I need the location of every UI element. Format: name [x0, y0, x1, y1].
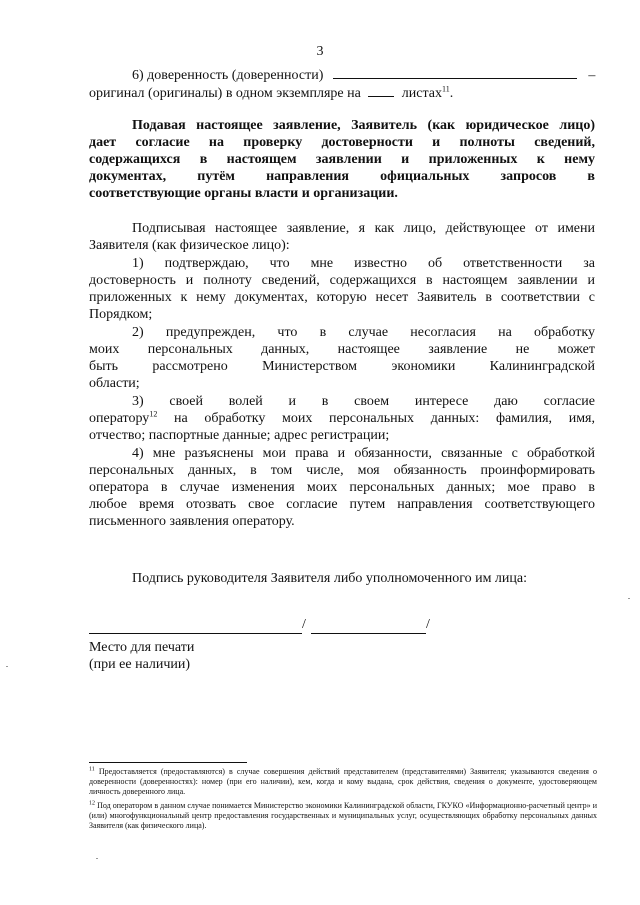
footnote-separator: [89, 762, 247, 763]
scan-speck: [96, 858, 98, 859]
point3-line-3: отчество; паспортные данные; адрес регистрации;: [89, 428, 390, 443]
point1-line-2: достоверность и полноту сведений, содержащихся в настоящем заявлении и: [89, 273, 595, 288]
point3-line-1: 3) своей волей и в своем интересе даю согласие: [132, 394, 595, 409]
consent-line-4: документах, путём направления официальных запросов в: [89, 169, 595, 184]
point4-line-4: любое время отозвать свое согласие путем направления соответствующего: [89, 497, 595, 512]
point1-line-4: Порядком;: [89, 307, 153, 322]
point2-line-3: быть рассмотрено Министерством экономики Калининградской: [89, 359, 595, 374]
stamp-place-note: (при ее наличии): [89, 657, 191, 672]
consent-line-2: дает согласие на проверку достоверности и полноты сведений,: [89, 135, 595, 150]
point3-operator: оператору: [89, 411, 150, 426]
sheets-count-blank: [368, 84, 394, 97]
signature-slash-1: /: [302, 617, 306, 632]
footnote-11-mark: 11: [89, 766, 95, 773]
point3-line-2-rest: на обработку моих персональных данных: фамилия, имя,: [157, 411, 595, 426]
point2-line-2: моих персональных данных, настоящее заявление не может: [89, 342, 595, 357]
point1-line-3: приложенных к нему документах, которую несет Заявитель в соответствии с: [89, 290, 595, 305]
item6-blank-line: [333, 66, 577, 79]
signing-intro-line-2: Заявителя (как физическое лицо):: [89, 238, 290, 253]
stamp-place-label: Место для печати: [89, 640, 195, 655]
footnote-12: [89, 801, 597, 831]
footnote-11-text: Предоставляется (предоставляются) в случае совершения действий представителем (представителями) Заявителя; указываются сведения о доверенности (доверенностях): номер (при его наличии), кем, когда и кому выдана, срок действия, сведения о документе, удостоверяющем личность доверенного лица.: [89, 767, 598, 796]
consent-line-3: содержащихся в настоящем заявлении и приложенных к нему: [89, 152, 595, 167]
item6-line2: [89, 84, 453, 102]
point4-line-2: персональных данных, в том числе, моя обязанность проинформировать: [89, 463, 595, 478]
point4-line-3: оператора в случае изменения моих персональных данных; мое право в: [89, 480, 595, 495]
point2-line-4: области;: [89, 376, 140, 391]
page-number: 3: [316, 44, 324, 59]
consent-line-5: соответствующие органы власти и организации.: [89, 186, 398, 201]
point3-line-2: [89, 411, 595, 427]
signature-caption: Подпись руководителя Заявителя либо уполномоченного им лица:: [132, 571, 528, 586]
point4-line-5: письменного заявления оператору.: [89, 514, 295, 529]
scan-speck: [628, 598, 630, 599]
footnote-12-text: Под оператором в данном случае понимается Министерство экономики Калининградской области, ГКУКО «Информационно-расчетный центр» и (или) многофункциональный центр предоставления государственных и муниципальных услуг, осуществляющих обработку персональных данных Заявителя (как физического лица).: [89, 801, 598, 830]
consent-line-1: Подавая настоящее заявление, Заявитель (как юридическое лицо): [132, 118, 595, 133]
footnote-ref-12: 12: [149, 409, 158, 419]
item6-prefix: 6) доверенность (доверенности): [132, 68, 324, 83]
item6-line1: [132, 66, 595, 84]
item6-sheets-text: листах: [401, 86, 442, 101]
scan-speck: [6, 666, 8, 667]
name-line: [311, 633, 426, 634]
point2-line-1: 2) предупрежден, что в случае несогласия на обработку: [132, 325, 595, 340]
item6-dash: –: [588, 68, 596, 83]
point1-line-1: 1) подтверждаю, что мне известно об ответственности за: [132, 256, 595, 271]
signing-intro-line-1: Подписывая настоящее заявление, я как лицо, действующее от имени: [132, 221, 595, 236]
signature-line: [89, 633, 302, 634]
item6-end: .: [449, 86, 454, 101]
footnote-ref-11: 11: [442, 84, 450, 94]
footnote-11: [89, 767, 597, 797]
item6-original-text: оригинал (оригиналы) в одном экземпляре на: [89, 86, 361, 101]
point4-line-1: 4) мне разъяснены мои права и обязанности, связанные с обработкой: [132, 446, 595, 461]
footnote-12-mark: 12: [89, 800, 95, 807]
signature-slash-2: /: [426, 617, 430, 632]
